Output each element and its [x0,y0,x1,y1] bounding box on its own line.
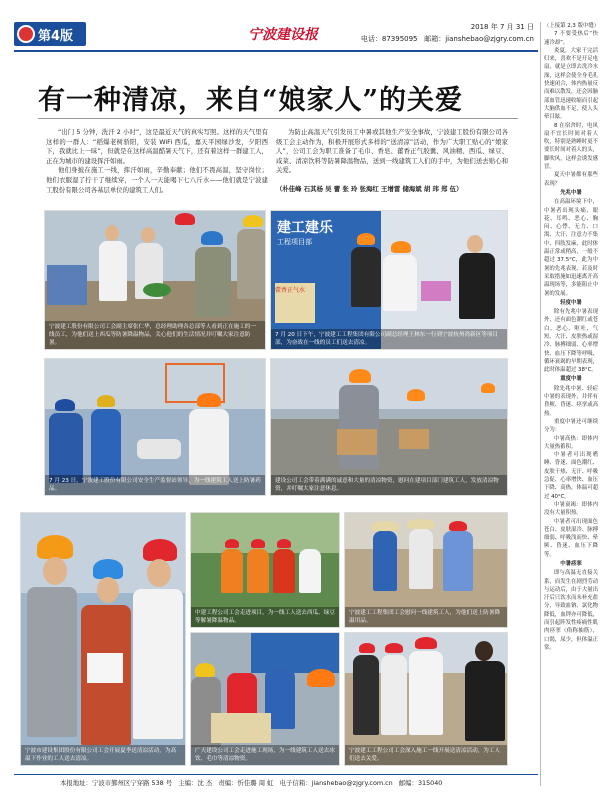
photo-caption-8: 广天建设公司工会走进施工现场，为一线建筑工人送去冰饮、毛巾等清凉物资。 [191,745,339,765]
header-divider [14,50,538,52]
side-paragraph-8: 重度中暑还可继续分为： [544,418,598,434]
phone-label: 电话： [360,35,382,43]
article-paragraph-1: “出门 5 分钟，洗汗 2 小时”，这是最近天气的真实写照。这样的天气里有这样的一群人：“稻爆老树骄阳，安装 WiFi 西瓜，嘉天平园绿沙发，夕阳西下，我就比上一昧”，但就是在这样高温酷暑天气下，还有着这样一群建工人，正在为城市的建设挥汗如雨。 [46,128,268,165]
photo-group-orange-shirts [190,512,340,628]
photo-carton-delivery [270,358,508,496]
page-header [14,22,538,48]
photo-caption-9: 宁波建工工程公司工会深入施工一线开展送清凉活动，为工人们送去关爱。 [345,745,507,765]
phone-number: 87395095 [381,35,418,43]
address-value: 宁波市鄞州区宁穿路 538 号 [91,779,173,787]
side-paragraph-6: 除有先兆中暑表现外，还有面色潮红或苍白、恶心、呕吐、气短、大汗、皮肤热或湿冷、脉搏细弱、心率增快、血压下降等呼吸、循环衰竭的早期表现，此时体温超过 38°C。 [544,309,598,374]
photo-caption-6: 中建工程公司工会走进项目，为一线工人送去西瓜、绿豆等解暑降温物品。 [191,607,339,627]
wall-sign-text: 建工建乐 [277,220,333,236]
article-paragraph-3: 为防止高温天气引发员工中暑或其他生产安全事故，宁波建工股份有限公司各级工会主动作为，积极开展形式多样的“送清凉”活动，作为广大职工贴心的“娘家人”，公司工会为职工准备了毛巾、香皂、藿香正气胶囊、风油精、西瓜、绿豆、咸菜、清凉饮料等防暑降温物品，送到一线建筑工人们的手中，为他们送去贴心和关爱。 [276,128,508,175]
side-column-intro: （上接第 2,3 版中缝） [544,23,600,29]
footer-email-label: 电子信箱： [279,779,312,787]
zip-label: 邮编： [398,779,418,787]
page-number-badge [14,22,86,46]
title-divider [38,118,518,119]
issue-date: 2018 年 7 月 31 日 [470,23,534,31]
photo-supplies-distribution [44,358,266,496]
side-paragraph-4: 夏天中暑都有那些表现？ [544,172,598,187]
side-subheading-3: 重度中暑 [560,376,582,383]
editor-label: 责编： [218,779,238,787]
article-column-left [46,128,268,195]
zip-value: 315040 [417,779,443,787]
medicine-box-label: 藿香正气水 [275,287,306,294]
masthead: 宁波建设报 [248,27,318,43]
side-subheading-4: 中暑痉挛 [560,561,582,567]
director-value: 沈 杰 [197,779,213,787]
side-paragraph-11: 中暑衰竭：即体内没有大量积热。 [544,501,598,517]
address-label: 本报地址： [60,779,92,787]
side-paragraph-12: 中暑者可出现面色苍白、皮肤湿冷、脉搏细弱、呼吸浅而快、晕厥、昏迷、血压下降等。 [544,518,598,558]
side-paragraph-9: 中暑高热：即体内大量热蓄积。 [544,435,598,450]
side-paragraph-1: 7 不要受热后“快速冷却”。 [544,31,598,46]
editor-value: 忻佳璐 周 虹 [237,779,274,787]
article-authors: （朴佳峰 石其杨 吴 蕾 张 玲 张海红 王增雷 储海斌 胡 玮 郑 伍） [276,185,463,193]
photo-caption-4: 建设公司工会带着满满的诚意和大量的清凉物资，慰问在建项目部门建筑工人，发放清凉物资，并叮嘱大家注意休息。 [271,475,507,495]
email-label: 邮箱： [424,35,446,43]
director-label: 主编： [178,779,198,787]
article-paragraph-2: 他们身披在施工一线，挥汗如雨，辛勤奉献；他们不畏高温，坚守岗位；他们衣服湿了拧干了继续穿，一个人一天能喝下七八斤水——他们就是宁波建工股份有限公司各基层单位的建筑工人们。 [46,166,268,194]
newspaper-logo-icon [17,25,35,43]
photo-outdoor-handout [344,632,508,766]
photo-caption-3: 7 月 23 日，宁波建工股份有限公司安全生产监督站领导，为一线建筑工人送上防暑药品。 [45,475,265,495]
side-paragraph-5: 在高温环境下中，中暑者出现头痛、眼花、耳鸣、恶心、胸闷、心悸、无力、口渴、大汗、注意力不集中、四肢发麻，此时体温正常或稍高，一般不超过 37.5°C，此为中暑的先兆表现，若及时采取措施如迅速离开高温现场等，多能阻止中暑的发展。 [544,199,598,297]
side-paragraph-3: 8 在宿舍时，电风扇不宜长时间对着人吹，特别是熟睡时更不要长时间对着人的头，脚吹风，这样会诱发感冒。 [544,122,598,171]
photo-caption-2: 7 月 20 日下午，宁波建工工程集团有限公司副总经理王林东一行到宁波杭州湾新区等项目部，为奋战在一线的员工们送去清凉。 [271,329,507,349]
photo-straw-hat-workers [344,512,508,628]
page-footer [60,778,540,787]
side-paragraph-7: 除先兆中暑、轻症中暑的表现外，并伴有昏厥、昏迷、痉挛或高热。 [544,385,598,417]
photo-caption-5: 宁波市建设集团股份有限公司工会开展夏季送清凉活动，为高温下作业的工人送去清凉。 [21,745,185,765]
page-number-label: 第4版 [38,29,74,44]
photo-workers-with-bags [20,512,186,766]
article-column-right [276,128,508,176]
header-email: jianshebao@zjgry.com.cn [445,35,534,43]
side-column-health-tips [540,22,598,786]
photo-watermelon-delivery [44,210,266,350]
photo-supply-boxes [190,632,340,766]
photo-caption-1: 宁波建工股份有限公司工会副主席张仁华，总经理助理各总部等人看到正在施工的一线员工，为他们送上西瓜等防暑降温物品，关心他们的生活情况并叮嘱大家注意防暑。 [45,321,265,349]
header-contact [361,34,534,44]
side-subheading-1: 先兆中暑 [560,189,582,196]
article-title: 有一种清凉，来自“娘家人”的关爱 [38,85,464,116]
photo-caption-7: 宁波建工工程集团工会慰问一线建筑工人，为他们送上防暑降温用品。 [345,607,507,627]
side-paragraph-10: 中暑者可出现嗜睡、昏迷、面色潮红、皮肤干热、无汗、呼吸急促、心率增快、血压下降、高热，体温可超过 40°C。 [544,452,598,500]
side-subheading-2: 轻度中暑 [560,299,582,306]
side-paragraph-13: 即与高温无直接关系，而发生在剧烈劳动与运动后，由于大量出汗后只饮水而未补充盐分，导致血钠、氯化物降低，血钾亦可降低，而引起阵发性疼痛性肌肉痉挛（俗称抽筋），口渴，尿少，但体温正常。 [544,570,598,651]
wall-sign-subtext: 工程项目部 [277,238,312,246]
photo-office-handover [270,210,508,350]
footer-email-value: jianshebao@zjgry.com.cn [311,779,393,787]
side-paragraph-2: 炎夏，大家干完活归来，喜欢不是开足电扇，就是立即去洗冷水澡，这样会使全身毛孔快速闭合，体内热量反而难以散发，还会因脑部血管迅速收缩而引起大脑供血不足，使人头晕目眩。 [544,47,598,121]
footer-divider [14,774,538,775]
